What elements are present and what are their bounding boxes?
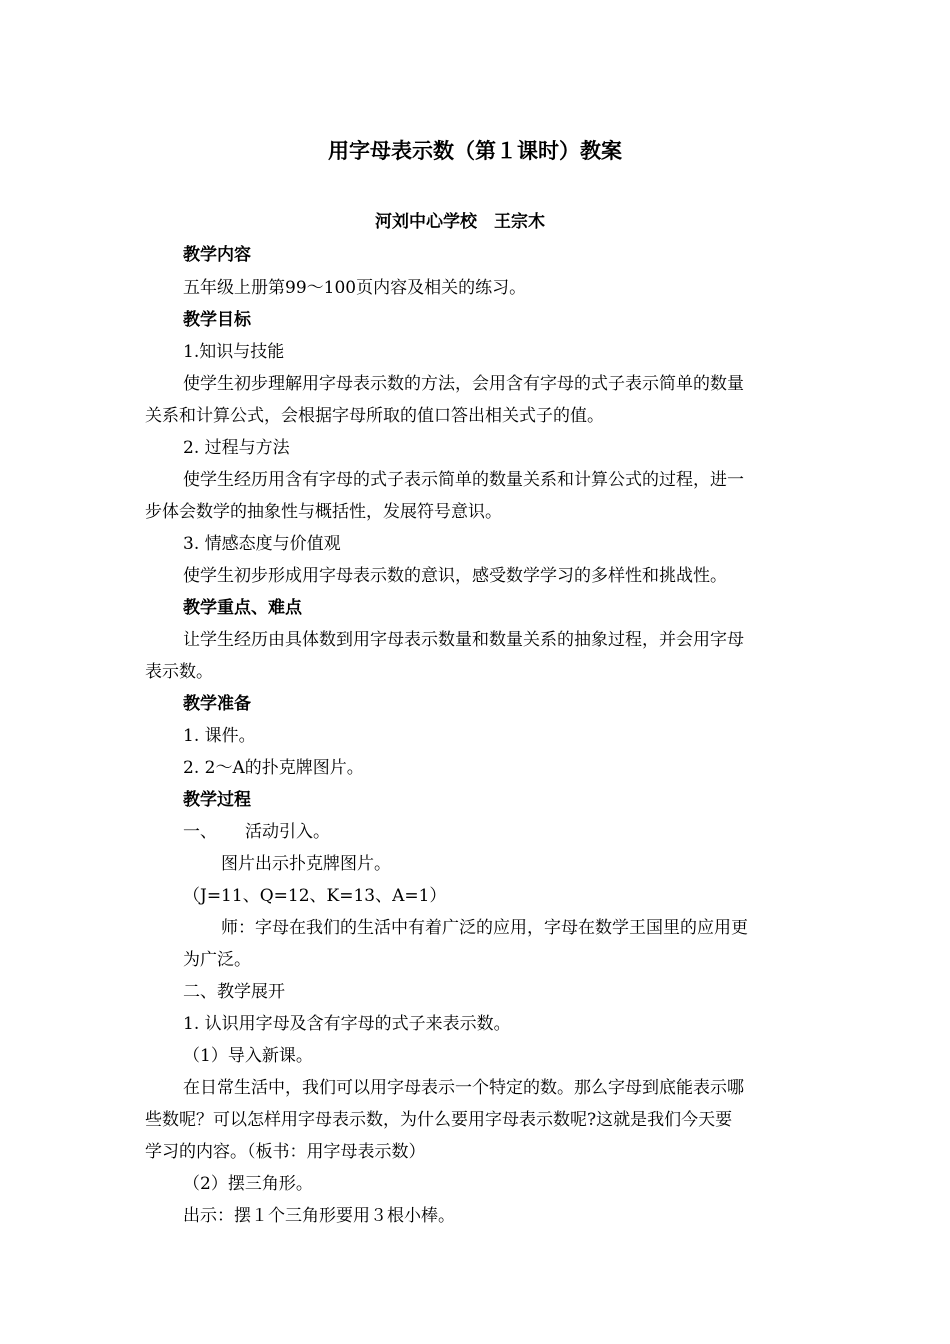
step1-number: 一、 (183, 822, 217, 842)
heading-key-difficult: 教学重点、难点 (183, 598, 302, 618)
goal1-text-line1: 使学生初步理解用字母表示数的方法，会用含有字母的式子表示简单的数量 (183, 374, 744, 394)
goal1-text-line2: 关系和计算公式，会根据字母所取的值口答出相关式子的值。 (145, 406, 604, 426)
sub1-part1: （1）导入新课。 (183, 1046, 313, 1066)
intro-text-line1: 在日常生活中，我们可以用字母表示一个特定的数。那么字母到底能表示哪 (183, 1078, 744, 1098)
sub1-part2: （2）摆三角形。 (183, 1174, 313, 1194)
step1-title: 活动引入。 (245, 822, 330, 842)
content-text: 五年级上册第99～100页内容及相关的练习。 (183, 278, 527, 298)
step2-title: 二、教学展开 (183, 982, 285, 1002)
teacher-text-line2: 为广泛。 (183, 950, 251, 970)
step1-show: 图片出示扑克牌图片。 (221, 854, 391, 874)
card-values: （J=11、Q=12、K=13、A=1） (183, 886, 447, 906)
goal3-text: 使学生初步形成用字母表示数的意识，感受数学学习的多样性和挑战性。 (183, 566, 727, 586)
goal2-title: 2. 过程与方法 (183, 438, 290, 458)
author-line: 河刘中心学校 王宗木 (375, 212, 545, 232)
goal2-text-line2: 步体会数学的抽象性与概括性，发展符号意识。 (145, 502, 502, 522)
heading-teaching-content: 教学内容 (183, 245, 251, 265)
heading-teaching-goals: 教学目标 (183, 310, 251, 330)
key-text-line1: 让学生经历由具体数到用字母表示数量和数量关系的抽象过程，并会用字母 (183, 630, 744, 650)
document-title: 用字母表示数（第１课时）教案 (328, 138, 622, 163)
show-text: 出示：摆１个三角形要用３根小棒。 (183, 1206, 455, 1226)
goal2-text-line1: 使学生经历用含有字母的式子表示简单的数量关系和计算公式的过程，进一 (183, 470, 744, 490)
prep-item-2: 2. 2～A的扑克牌图片。 (183, 758, 364, 778)
intro-text-line3: 学习的内容。（板书：用字母表示数） (145, 1142, 426, 1162)
intro-text-line2: 些数呢？可以怎样用字母表示数，为什么要用字母表示数呢?这就是我们今天要 (145, 1110, 733, 1130)
key-text-line2: 表示数。 (145, 662, 213, 682)
heading-teaching-process: 教学过程 (183, 790, 251, 810)
prep-item-1: 1. 课件。 (183, 726, 256, 746)
heading-teaching-prep: 教学准备 (183, 694, 251, 714)
sub1-title: 1. 认识用字母及含有字母的式子来表示数。 (183, 1014, 511, 1034)
goal1-title: 1.知识与技能 (183, 342, 285, 362)
goal3-title: 3. 情感态度与价值观 (183, 534, 341, 554)
teacher-text-line1: 师：字母在我们的生活中有着广泛的应用，字母在数学王国里的应用更 (221, 918, 748, 938)
